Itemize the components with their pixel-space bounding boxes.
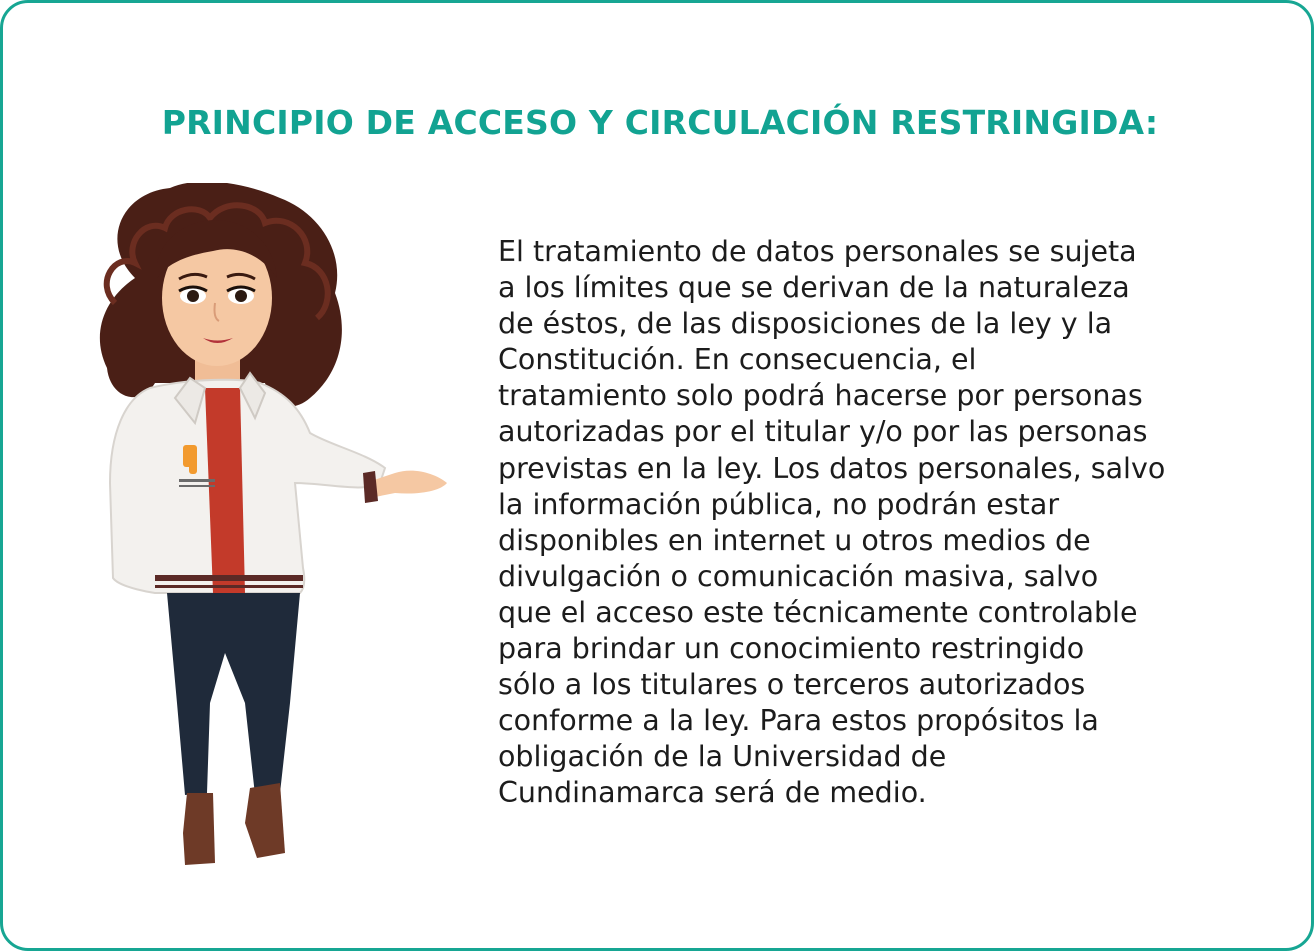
principle-description: El tratamiento de datos personales se sujeta a los límites que se derivan de la naturaleza de éstos, de las disposiciones de la ley y la Constitución. En consecuencia, el tratamiento solo podrá hacerse por personas autorizadas por el titular y/o por las personas previstas en la ley. Los datos personales, salvo la información pública, no podrán estar disponibles en internet u otros medios de divulgación o comunicación masiva, salvo que el acceso este técnicamente controlable para brindar un conocimiento restringido sólo a los titulares o terceros autorizados conforme a la ley. Para estos propósitos la obligación de la Universidad de Cundinamarca será de medio. xyxy=(498,235,1166,810)
avatar-illustration xyxy=(95,183,457,878)
avatar-jeans xyxy=(167,593,300,795)
avatar-boot xyxy=(183,793,215,865)
card-title: PRINCIPIO DE ACCESO Y CIRCULACIÓN RESTRINGIDA: xyxy=(161,103,1159,142)
avatar-jacket xyxy=(110,380,385,593)
avatar-boot xyxy=(245,783,285,858)
